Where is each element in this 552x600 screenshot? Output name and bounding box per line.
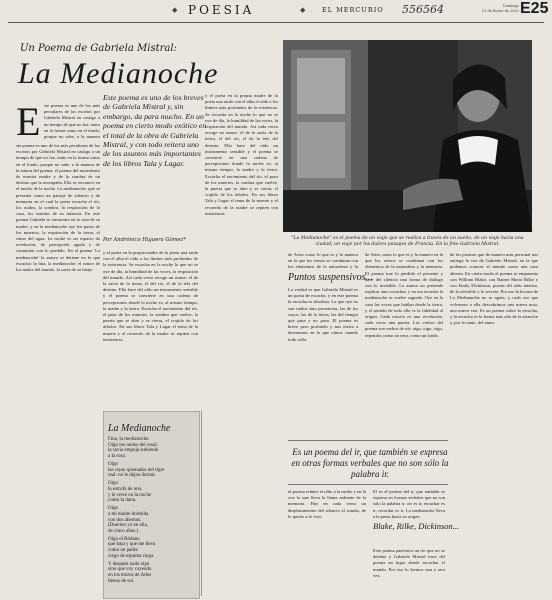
poem-line: (Duermo yo en ella,	[108, 523, 148, 529]
poem-line: que baja y que me lleva	[108, 542, 156, 548]
poem-line: Oigo los nudos del rosal:	[108, 442, 158, 448]
article-kicker: Un Poema de Gabriela Mistral:	[20, 43, 177, 54]
poem-line: Oigo el Ródano	[108, 536, 140, 542]
subheading-blake: Blake, Rilke, Dickinson...	[373, 521, 460, 531]
publication-name: EL MERCURIO	[322, 6, 384, 14]
poem-line: Y después nada oigo	[108, 561, 150, 567]
header-ornament-left: ◆	[172, 6, 178, 14]
article-col8: El es el poema del ir, que también se expresa en formas verbales que no son sólo la palabra ir: oír es ir, escuchar es ir, recordar es ir. La medianoche lleva a la poeta hacia su origen.	[373, 489, 445, 519]
poem-line: las rayas quemadas del tigre	[108, 467, 165, 473]
page-number: E25	[520, 0, 549, 17]
poem-line: de cinco años.)	[108, 528, 139, 534]
poem-line: con dos alientos.	[108, 517, 142, 523]
page-header	[0, 0, 552, 20]
article-col5: de Artes como lo que es y la manera en la que los versos se combinan con los elementos de la naturaleza y la memoria. El poema trae lo perdido al presente y hace del silencio una forma de diálogo con lo invisible. La autora no pretende explicar sino escuchar, y en esa escucha la medianoche se vuelve sagrada. Oye en la casa las voces que hablan desde la tierra, y el sentido de todo ello es la fidelidad al origen. Cada estrofa es una revelación, cada verso una puerta. Los verbos del poema son verbos de oír: oigo, oigo, oigo, repetidos como un rezo, como un latido.	[365, 252, 443, 338]
poem-line: sino que voy cayendo	[108, 567, 152, 573]
date-line-1: Domingo	[503, 4, 519, 8]
article-byline: Por Andrónico Higuera Gómez*	[103, 237, 186, 243]
poem-line: Oigo	[108, 481, 118, 487]
article-col9: Este poema pareciera un río que no se detiene y Gabriela Mistral hace del poema un lugar donde escuchar el mundo. Por eso lo leemos una y otra vez.	[373, 548, 445, 578]
poem-line: como un padre	[108, 548, 138, 554]
poem-line: y le crece en la noche	[108, 492, 152, 498]
section-title: POESIA	[188, 3, 255, 17]
poem-line: llenos de sol.	[108, 578, 135, 584]
poem-line: Fina, la medianoche.	[108, 437, 150, 442]
pullquote-rule-top	[288, 440, 448, 441]
pullquote-rule-bottom	[288, 484, 448, 485]
photo-caption: "La Medianoche" es el poema de un viaje que se realiza a través de un sueño, de un viaje hacia una ciudad; un viaje por los dulces paisajes de Francia. En la foto Gabriela Mistral.	[291, 236, 524, 247]
article-col2: y el poeta en la propia madre de la poeta una tarde con el alba el oído a los límites más profundos de la existencia. Se escucha en la noche lo que no se oye de día, la humildad de las voces, la respiración del mundo. Así cada verso recoge un rumor: el de la savia de la tierra, el del río, el de la tela del destino. Ella hace del oído un instrumento sensible y el poema se convierte en una cadena de percepciones donde la noche es, al mismo tiempo, la madre y la tierra. Escucha el nacimiento del río, el paso de los muertos, la sombra que vuelve, la puerta que se abre y se cierra, el crujido de los árboles. En sus libros Tala y Lagar el tema de la muerte y el recuerdo de la madre se repiten con insistencia.	[103, 250, 198, 342]
article-title: La Medianoche	[18, 57, 219, 90]
poem-line: Oigo	[108, 506, 118, 512]
column-divider	[201, 410, 202, 596]
header-rule	[8, 22, 544, 23]
poem-line: la savia empuja subiendo	[108, 448, 159, 454]
poem-line: ciego de espuma ciega.	[108, 553, 155, 559]
pull-quote: Es un poema del ir, que también se expresa en otras formas verbales que no son sólo la palabra ir.	[291, 447, 449, 479]
subheading-puntos: Puntos suspensivos...	[288, 272, 373, 283]
article-col1-top: ste poema es uno de los más peculiares de los escritos por Gabriela Mistral en castigo a un tiempo de que no fue, tanto en la forma como en el fondo, porque no sabe, a la manera	[44, 103, 100, 140]
photo-graphic	[283, 40, 532, 232]
article-col4-top: de Artes como lo que es y la manera en la que los versos se combinan con los elementos de la naturaleza y la	[288, 252, 358, 270]
article-lead: Este poema es uno de los breves de Gabriela Mistral y, sin embargo, da para mucho. En un poema en cierto modo exótico en el total de la obra de Gabriela Mistral, y con todo reitera uno de los asuntos más importantes de los libros Tala y Lagar.	[103, 93, 207, 168]
poem-line: en los muros de Arles	[108, 573, 152, 579]
poem-line: Oigo	[108, 461, 118, 467]
article-photo	[283, 40, 532, 232]
date-line-2: 13 de Enero de 2002	[481, 8, 519, 13]
poem-lines	[108, 437, 196, 584]
poem-title: La Medianoche	[108, 423, 171, 434]
poem-line: la estrofa de uno,	[108, 486, 143, 492]
poem-line: a la rosa.	[108, 453, 126, 459]
handwritten-id: 556564	[402, 3, 444, 16]
article-col3: y el poeta en la propia madre de la poeta una tarde con el alba el oído a los límites más profundos de la existencia. Se escucha en la noche lo que no se oye de día, la humildad de las voces, la respiración del mundo. Así cada verso recoge un rumor: el de la savia de la tierra, el del río, el de la tela del destino. Ella hace del oído un instrumento sensible y el poema se convierte en una cadena de percepciones donde la noche es, al mismo tiempo, la madre y la tierra. Escucha el nacimiento del río, el paso de los muertos, la sombra que vuelve, la puerta que se abre y se cierra, el crujido de los árboles. En sus libros Tala y Lagar el tema de la muerte y el recuerdo de la madre se repiten con insistencia.	[205, 93, 278, 216]
drop-cap: E	[16, 99, 41, 144]
article-col4: La verdad es que Gabriela Mistral es un poeta de escucha, y en este poema la escucha es absoluta. Lo que oye no son ruidos sino presencias, las de los suyos, las de la tierra, las del tiempo que pasa y no pasa. El poema es breve pero profundo y nos invita a detenernos en lo que oímos cuando todo calla.	[288, 287, 358, 342]
article-col7: el poema rehúye el oído a la noche y en la voz lo que lleva la llama ardiente de la memoria. Hay en cada verso un desplazamiento del silencio al sonido, de lo quieto a lo vivo.	[288, 489, 366, 519]
article-col6: de los poemas que de manera más personal nos entrega la voz de Gabriela Mistral, en la que podemos conocer el mundo como una casa abierta. En cierto modo el poema se emparenta con William Blake, con Rainer Maria Rilke y con Emily Dickinson, poetas del oído interior, de lo invisible y lo secreto. Por eso la lectura de La Medianoche no se agota, y cada vez que volvemos a ella descubrimos una nueva nota, una nueva voz. Es un poema sobre la escucha, y la escucha es la forma más alta de la atención y, por lo tanto, del amor.	[450, 252, 538, 326]
header-ornament-right: ◆	[300, 6, 306, 14]
page-date	[475, 4, 519, 13]
poem-line: real: no le dejan dormir.	[108, 473, 156, 479]
article-col1: ste poema es uno de los más peculiares de los escritos por Gabriela Mistral en castigo a un tiempo de que no fue, tanto en la forma como en el fondo, porque no sabe, a la manera de la autora del poema, el poema del nacimiento de nuestra madre y de la sombra de un destino que la acompaña. Ella se reconoce en el medio de la noche. La medianoche, que se presenta como un paisaje de silencio y de memoria en el cual la poeta escucha el río, los ruidos, la sombra, la respiración de la casa, los sonidos de su infancia. En este poema Gabriela se encuentra en la casa de su madre, y en la medianoche oye los pasos de los muertos, la respiración de la tierra, el ritmo del agua. La noche es un espacio de revelación, de percepción aguda y de comunión con lo perdido. En el poema 'La medianoche' la autora se detiene en lo que escucha: la fina, la medianoche, el rumor de los nudos del mundo, la savia de su linaje.	[16, 143, 100, 273]
poem-line: a mi madre dormida	[108, 511, 149, 517]
poem-line: como la duna.	[108, 498, 137, 504]
